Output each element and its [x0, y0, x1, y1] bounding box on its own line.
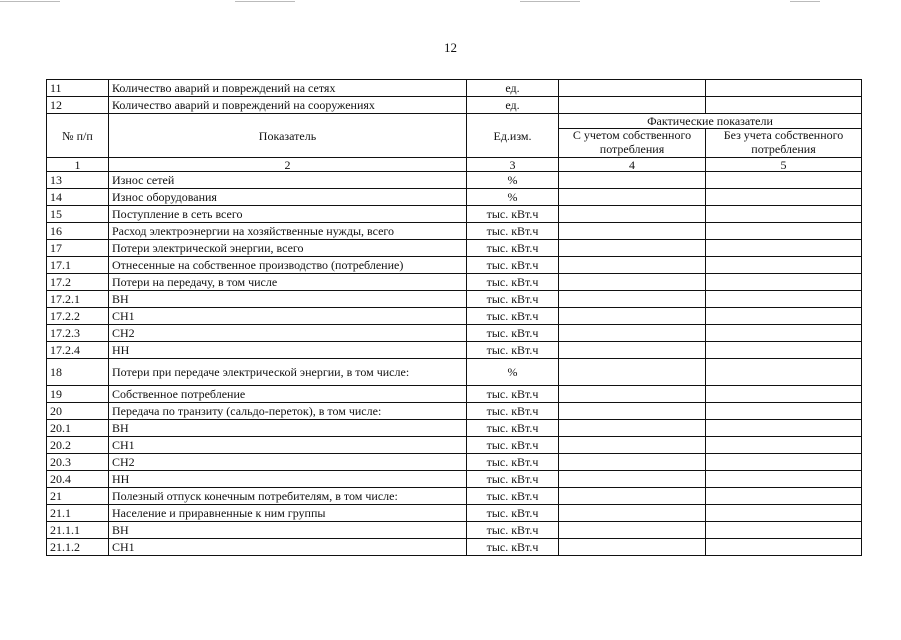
row-number: 17.1: [47, 257, 109, 274]
row-indicator: СН1: [109, 308, 467, 325]
table-row: [47, 539, 862, 556]
row-value-with-own: [559, 386, 706, 403]
row-number: 17.2.4: [47, 342, 109, 359]
row-value-without-own: [706, 172, 862, 189]
table-row: [47, 274, 862, 291]
header-num: № п/п: [47, 114, 109, 158]
row-indicator: Передача по транзиту (сальдо-переток), в том числе:: [109, 403, 467, 420]
row-number: 11: [47, 80, 109, 97]
row-value-without-own: [706, 488, 862, 505]
row-number: 17.2: [47, 274, 109, 291]
row-value-without-own: [706, 437, 862, 454]
row-value-without-own: [706, 359, 862, 386]
row-indicator: ВН: [109, 522, 467, 539]
scan-edge-mark: [235, 1, 295, 2]
row-number: 12: [47, 97, 109, 114]
row-indicator: Население и приравненные к ним группы: [109, 505, 467, 522]
table-row: [47, 240, 862, 257]
row-value-without-own: [706, 539, 862, 556]
table-row: [47, 172, 862, 189]
table-row: [47, 403, 862, 420]
table-row: [47, 471, 862, 488]
scan-edge-mark: [0, 1, 60, 2]
row-value-without-own: [706, 325, 862, 342]
row-unit: тыс. кВт.ч: [467, 308, 559, 325]
table-row: [47, 386, 862, 403]
row-value-with-own: [559, 454, 706, 471]
row-unit: тыс. кВт.ч: [467, 274, 559, 291]
row-indicator: Расход электроэнергии на хозяйственные нужды, всего: [109, 223, 467, 240]
row-unit: ед.: [467, 97, 559, 114]
row-value-without-own: [706, 206, 862, 223]
table-row: [47, 437, 862, 454]
table-header: [47, 114, 862, 172]
row-unit: тыс. кВт.ч: [467, 454, 559, 471]
row-number: 21.1.2: [47, 539, 109, 556]
row-number: 20.3: [47, 454, 109, 471]
row-number: 20.2: [47, 437, 109, 454]
row-indicator: Количество аварий и повреждений на сетях: [109, 80, 467, 97]
table-row: [47, 359, 862, 386]
row-number: 15: [47, 206, 109, 223]
row-unit: тыс. кВт.ч: [467, 420, 559, 437]
row-number: 19: [47, 386, 109, 403]
header-actual: Фактические показатели: [559, 114, 862, 129]
table-row: [47, 342, 862, 359]
row-number: 20.4: [47, 471, 109, 488]
row-unit: тыс. кВт.ч: [467, 403, 559, 420]
table-rows-before: [47, 80, 862, 114]
row-unit: тыс. кВт.ч: [467, 386, 559, 403]
row-unit: %: [467, 172, 559, 189]
header-index-4: 4: [559, 158, 706, 172]
row-number: 14: [47, 189, 109, 206]
row-unit: тыс. кВт.ч: [467, 325, 559, 342]
row-value-without-own: [706, 342, 862, 359]
row-value-with-own: [559, 488, 706, 505]
table-row: [47, 522, 862, 539]
row-value-with-own: [559, 325, 706, 342]
row-value-without-own: [706, 308, 862, 325]
table-row: [47, 223, 862, 240]
table-rows: [47, 172, 862, 556]
row-indicator: Износ сетей: [109, 172, 467, 189]
row-value-with-own: [559, 539, 706, 556]
row-number: 17.2.1: [47, 291, 109, 308]
row-indicator: НН: [109, 342, 467, 359]
row-number: 20: [47, 403, 109, 420]
row-indicator: ВН: [109, 420, 467, 437]
row-number: 17.2.3: [47, 325, 109, 342]
table-row: [47, 206, 862, 223]
row-unit: тыс. кВт.ч: [467, 206, 559, 223]
row-unit: ед.: [467, 80, 559, 97]
row-value-with-own: [559, 522, 706, 539]
header-indicator: Показатель: [109, 114, 467, 158]
row-value-with-own: [559, 403, 706, 420]
header-unit: Ед.изм.: [467, 114, 559, 158]
row-unit: тыс. кВт.ч: [467, 291, 559, 308]
row-value-without-own: [706, 97, 862, 114]
header-without-own: Без учета собственного потребления: [706, 129, 862, 158]
row-value-without-own: [706, 420, 862, 437]
row-value-without-own: [706, 403, 862, 420]
page-number: 12: [444, 40, 457, 55]
row-number: 21: [47, 488, 109, 505]
row-value-with-own: [559, 172, 706, 189]
row-value-with-own: [559, 257, 706, 274]
row-value-without-own: [706, 274, 862, 291]
row-value-with-own: [559, 206, 706, 223]
row-unit: тыс. кВт.ч: [467, 505, 559, 522]
scan-edge-mark: [520, 1, 580, 2]
table-row: [47, 454, 862, 471]
row-value-with-own: [559, 505, 706, 522]
table-row: [47, 257, 862, 274]
row-indicator: Количество аварий и повреждений на сооружениях: [109, 97, 467, 114]
row-indicator: СН1: [109, 437, 467, 454]
row-unit: тыс. кВт.ч: [467, 437, 559, 454]
row-number: 21.1: [47, 505, 109, 522]
row-indicator: Поступление в сеть всего: [109, 206, 467, 223]
row-number: 16: [47, 223, 109, 240]
row-indicator: СН2: [109, 454, 467, 471]
row-indicator: НН: [109, 471, 467, 488]
row-indicator: Потери при передаче электрической энергии, в том числе:: [109, 359, 467, 386]
row-unit: %: [467, 189, 559, 206]
row-unit: тыс. кВт.ч: [467, 522, 559, 539]
row-value-with-own: [559, 240, 706, 257]
row-indicator: Потери на передачу, в том числе: [109, 274, 467, 291]
row-value-without-own: [706, 80, 862, 97]
header-with-own: С учетом собственного потребления: [559, 129, 706, 158]
table-row: [47, 97, 862, 114]
row-indicator: ВН: [109, 291, 467, 308]
row-value-with-own: [559, 80, 706, 97]
table-row: [47, 308, 862, 325]
row-value-without-own: [706, 505, 862, 522]
row-number: 17: [47, 240, 109, 257]
table-row: [47, 291, 862, 308]
row-indicator: Отнесенные на собственное производство (потребление): [109, 257, 467, 274]
row-value-without-own: [706, 240, 862, 257]
row-unit: тыс. кВт.ч: [467, 257, 559, 274]
row-value-without-own: [706, 291, 862, 308]
row-value-without-own: [706, 386, 862, 403]
row-unit: тыс. кВт.ч: [467, 539, 559, 556]
row-value-with-own: [559, 437, 706, 454]
header-index-2: 2: [109, 158, 467, 172]
row-value-without-own: [706, 471, 862, 488]
row-value-without-own: [706, 223, 862, 240]
row-indicator: СН1: [109, 539, 467, 556]
row-unit: тыс. кВт.ч: [467, 240, 559, 257]
scan-edge-mark: [790, 1, 820, 2]
row-unit: тыс. кВт.ч: [467, 342, 559, 359]
row-value-without-own: [706, 522, 862, 539]
row-value-with-own: [559, 471, 706, 488]
header-index-3: 3: [467, 158, 559, 172]
row-value-without-own: [706, 189, 862, 206]
row-value-with-own: [559, 420, 706, 437]
table-row: [47, 420, 862, 437]
row-number: 17.2.2: [47, 308, 109, 325]
row-value-with-own: [559, 97, 706, 114]
row-number: 13: [47, 172, 109, 189]
row-value-with-own: [559, 223, 706, 240]
row-indicator: Собственное потребление: [109, 386, 467, 403]
row-number: 18: [47, 359, 109, 386]
row-value-with-own: [559, 359, 706, 386]
header-index-1: 1: [47, 158, 109, 172]
row-value-with-own: [559, 189, 706, 206]
table-row: [47, 488, 862, 505]
row-value-with-own: [559, 342, 706, 359]
row-indicator: Износ оборудования: [109, 189, 467, 206]
indicators-table: [46, 79, 862, 556]
row-value-with-own: [559, 291, 706, 308]
row-unit: тыс. кВт.ч: [467, 223, 559, 240]
row-unit: тыс. кВт.ч: [467, 488, 559, 505]
row-indicator: Потери электрической энергии, всего: [109, 240, 467, 257]
row-number: 20.1: [47, 420, 109, 437]
row-value-without-own: [706, 257, 862, 274]
row-number: 21.1.1: [47, 522, 109, 539]
table-row: [47, 189, 862, 206]
table-row: [47, 80, 862, 97]
row-indicator: СН2: [109, 325, 467, 342]
table-row: [47, 505, 862, 522]
row-indicator: Полезный отпуск конечным потребителям, в том числе:: [109, 488, 467, 505]
header-index-5: 5: [706, 158, 862, 172]
row-value-with-own: [559, 274, 706, 291]
row-value-without-own: [706, 454, 862, 471]
row-unit: тыс. кВт.ч: [467, 471, 559, 488]
row-unit: %: [467, 359, 559, 386]
row-value-with-own: [559, 308, 706, 325]
table-row: [47, 325, 862, 342]
